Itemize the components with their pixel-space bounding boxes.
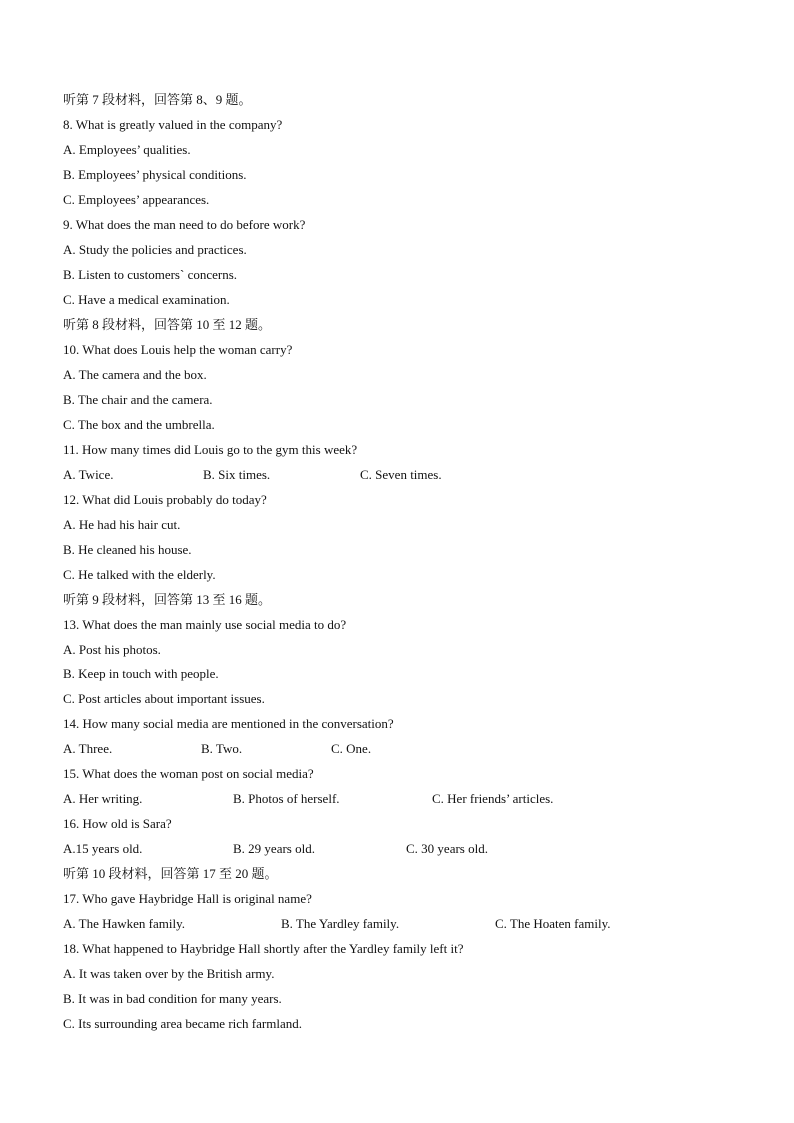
question-10: 10. What does Louis help the woman carry? [63,342,293,357]
question-18-option-a: A. It was taken over by the British army. [63,966,275,981]
question-14: 14. How many social media are mentioned in the conversation? [63,716,394,731]
question-13: 13. What does the man mainly use social media to do? [63,617,347,632]
question-17: 17. Who gave Haybridge Hall is original name? [63,891,312,906]
question-11-option-b: B. Six times. [203,467,271,482]
question-12-option-a: A. He had his hair cut. [63,517,181,532]
question-14-option-c: C. One. [331,741,372,756]
question-17-option-c: C. The Hoaten family. [495,916,611,931]
section-heading-8: 听第 8 段材料，回答第 10 至 12 题。 [63,317,272,332]
question-15-option-c: C. Her friends’ articles. [432,791,554,806]
question-8: 8. What is greatly valued in the company? [63,117,283,132]
question-13-option-b: B. Keep in touch with people. [63,666,219,681]
question-9: 9. What does the man need to do before work? [63,217,306,232]
question-9-option-b: B. Listen to customers` concerns. [63,267,238,282]
question-16-option-a: A.15 years old. [63,841,143,856]
question-17-option-a: A. The Hawken family. [63,916,186,931]
section-heading-9: 听第 9 段材料，回答第 13 至 16 题。 [63,592,272,607]
question-15: 15. What does the woman post on social media? [63,766,314,781]
question-11-option-a: A. Twice. [63,467,114,482]
question-8-option-b: B. Employees’ physical conditions. [63,167,247,182]
question-18-option-b: B. It was in bad condition for many years. [63,991,282,1006]
question-13-option-a: A. Post his photos. [63,642,161,657]
question-12: 12. What did Louis probably do today? [63,492,267,507]
question-14-option-a: A. Three. [63,741,113,756]
question-18: 18. What happened to Haybridge Hall shortly after the Yardley family left it? [63,941,464,956]
question-8-option-c: C. Employees’ appearances. [63,192,210,207]
question-12-option-c: C. He talked with the elderly. [63,567,216,582]
section-heading-7: 听第 7 段材料，回答第 8、9 题。 [63,92,252,107]
question-15-option-b: B. Photos of herself. [233,791,340,806]
question-16-option-b: B. 29 years old. [233,841,315,856]
question-15-option-a: A. Her writing. [63,791,143,806]
section-heading-10: 听第 10 段材料，回答第 17 至 20 题。 [63,866,278,881]
question-10-option-a: A. The camera and the box. [63,367,207,382]
question-17-option-b: B. The Yardley family. [281,916,400,931]
question-11: 11. How many times did Louis go to the gym this week? [63,442,358,457]
question-9-option-a: A. Study the policies and practices. [63,242,247,257]
question-16-option-c: C. 30 years old. [406,841,488,856]
question-12-option-b: B. He cleaned his house. [63,542,192,557]
question-13-option-c: C. Post articles about important issues. [63,691,265,706]
question-11-option-c: C. Seven times. [360,467,442,482]
question-9-option-c: C. Have a medical examination. [63,292,230,307]
question-10-option-c: C. The box and the umbrella. [63,417,215,432]
question-16: 16. How old is Sara? [63,816,172,831]
question-10-option-b: B. The chair and the camera. [63,392,213,407]
question-18-option-c: C. Its surrounding area became rich farmland. [63,1016,302,1031]
question-14-option-b: B. Two. [201,741,243,756]
question-8-option-a: A. Employees’ qualities. [63,142,191,157]
